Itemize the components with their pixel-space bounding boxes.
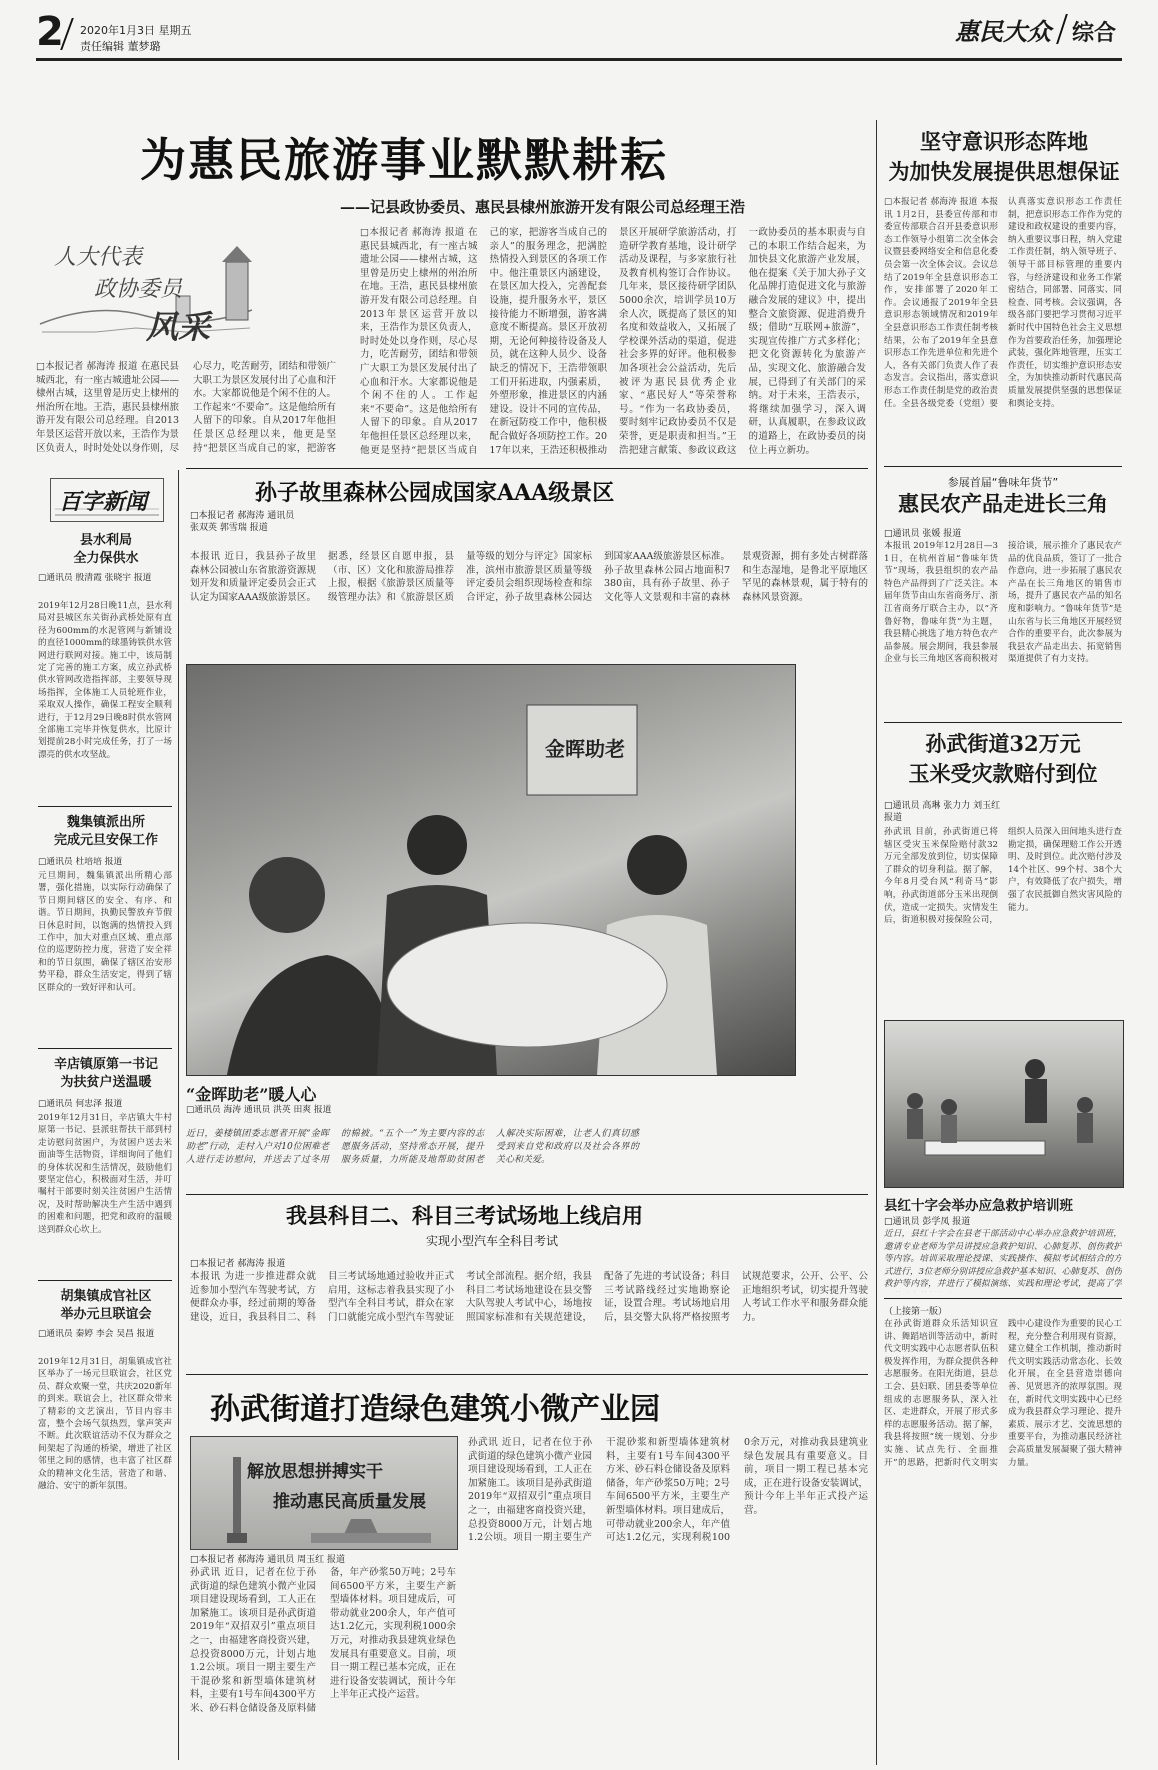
brief-body-3: 2019年12月31日，辛店镇大牛村原第一书记、县派驻帮扶干部到村走访慰问贫困户，为贫困户送去米面油等生活物资，详细询问了他们的身体状况和生活情况，鼓励他们要坚定信心，积极面对生活，并叮嘱村干部要时刻关注贫困户生活情况，及时帮助解决生产生活中遇到的困难和问题，把党和政府的温暖送到群众心坎上。 [38, 1113, 172, 1235]
slogan-line1: 解放思想拼搏实干 [247, 1462, 383, 1482]
agri-title: 惠民农产品走进长三角 [898, 491, 1108, 516]
section-name: 综合 [1072, 20, 1117, 46]
brief-title-2b: 完成元旦安保工作 [53, 833, 158, 848]
lead-body-right: □本报记者 郝海涛 报道 在惠民县城西北，有一座古城遗址公园——棣州古城，这里曾是历史上棣州的州治所在地。王浩，惠民县棣州旅游开发有限公司总经理。自2013年景区运营开放以来，王浩作为景区负责人，时时处处以身作则，尽心尽力，吃苦耐劳，团结和带领广大职工为景区发展付出了心血和汗水。大家都说他是个闲不住的人。工作起来“不要命”。这是他给所有人留下的印象。自从2017年他担任景区总经理以来，他更是坚持“把景区当成自己的家，把游客当成自己的亲人”的服务理念，把满腔热情投入到景区的各项工作中。他注重景区内涵建设，在景区加大投入，完善配套设施，提升服务水平，景区接待能力不断增强，游客满意度不断提高。景区开放初期，无论何种接待设备及人员，就在这种人员少、设备缺乏的情况下，王浩带领职工们开拓进取，内强素质，外塑形象，推进景区的内涵建设。设计不同的宣传品，在新冠防疫工作中，他积极配合做好各项防控工作。2017年以来，王浩还积极推动景区开展研学旅游活动，打造研学教育基地，设计研学活动及课程，与多家旅行社及教育机构签订合作协议。几年来，景区接待研学团队5000余次，培训学员10万余人次，既提高了景区的知名度和效益收入，又拓展了学校课外活动的渠道，促进社会多界的好评。他积极参加各项社会公益活动，先后被评为惠民县优秀企业家、“惠民好人”等荣誉称号。“作为一名政协委员，要时刻牢记政协委员不仅是荣誉，更是职责和担当。”王浩把建言献策、参政议政这一政协委员的基本职责与自己的本职工作结合起来，为加快县文化旅游产业发展，他在提案《关于加大孙子文化品牌打造促进文化与旅游融合发展的建议》中，提出整合文旅资源、促进消费升级；借助“互联网+旅游”，实现宣传推广方式多样化；把文化资源转化为旅游产品，实现文化、旅游融合发展，已得到了有关部门的采纳。对于未来，王浩表示，将继续加强学习，深入调研，认真履职，在参政议政的道路上，在政协委员的岗位上再立新功。 [360, 227, 866, 456]
brief-body-1: 2019年12月28日晚11点，县水利局对县城区东关街孙武桥处原有直径为600mm的水泥管网与新铺设的直径1000mm的球墨铸铁供水管网进行联网对接。施工中，该局制定了完善的施工方案，成立孙武桥供水管网改造指挥部，主要领导现场指挥，全体施工人员轮班作业，采取双人操作，确保工程安全顺利进行，于12月29日晚8时供水管网全部施工完毕并恢复供水，比原计划提前28小时完成任务，打了一场漂亮的供水攻坚战。 [38, 601, 172, 760]
photo-caption-body: 近日，姜楼镇团委志愿者开展“金晖助老”行动，走村入户对10位困难老人进行走访慰问，并送去了过冬用的棉被。“五个一”为主要内容的志愿服务活动，坚持常态开展，提升服务质量，力所能及地帮助贫困老人解决实际困难，让老人们真切感受到来自党和政府以及社会各界的关心和关爱。 [186, 1129, 639, 1165]
continued-label: （上接第一版） [884, 1307, 948, 1317]
agri-body: 本报讯 2019年12月28日—31日，在杭州首届“鲁味年货节”现场，我县组织的农产品特色产品得到了广泛关注。本届年货节由山东省商务厅、浙江省商务厅联合主办，以“齐鲁好物，鲁味年货”为主题，我县精心挑选了地方特色农产品参展。展会期间，我县参展企业与长三角地区客商积极对接洽谈，展示推介了惠民农产品的优良品质，签订了一批合作意向，进一步拓展了惠民农产品在长三角地区的销售市场，提升了惠民农产品的知名度和影响力。“鲁味年货节”是山东省与长三角地区开展经贸合作的重要平台，此次参展为我县农产品走出去、拓宽销售渠道提供了有力支持。 [884, 541, 1122, 665]
photo-banner-text: 金晖助老 [545, 737, 625, 761]
column-logo-line1: 人大代表 [54, 245, 143, 270]
green-byline: □本报记者 郝海涛 通讯员 周玉红 报道 [190, 1555, 345, 1565]
brief-title-3a: 辛店镇原第一书记 [53, 1057, 158, 1072]
center-rule-2 [186, 1194, 868, 1195]
lead-title: 为惠民旅游事业默默耕耘 [140, 133, 668, 187]
brief-byline-4: □通讯员 秦婷 李会 吴昌 报道 [38, 1329, 155, 1339]
ideology-title-line1: 坚守意识形态阵地 [920, 129, 1088, 154]
responsible-editor: 责任编辑 董梦璐 [80, 40, 161, 53]
brief-title-2a: 魏集镇派出所 [66, 815, 145, 830]
brief-title-3b: 为扶贫户送温暖 [60, 1075, 152, 1090]
brief-body-4: 2019年12月31日，胡集镇成官社区举办了一场元旦联谊会，社区党员、群众欢聚一堂，共庆2020新年的到来。联谊会上，社区群众带来了精彩的文艺演出，节目内容丰富，整个会场气氛热烈，掌声笑声不断。此次联谊活动不仅为群众之间架起了沟通的桥梁，增进了社区邻里之间的感情，也丰富了社区群众的精神文化生活，营造了和谐、融洽、安宁的新年氛围。 [38, 1357, 172, 1492]
ideology-title-line2: 为加快发展提供思想保证 [888, 159, 1120, 184]
photo-caption-title: “金晖助老”暖人心 [186, 1085, 317, 1104]
green-body-left: 孙武讯 近日，记者在位于孙武街道的绿色建筑小微产业园项目建设现场看到，工人正在加紧施工。该项目是孙武街道2019年“双招双引”重点项目之一，由福建客商投资兴建，总投资8000万元，计划占地1.2公顷。项目一期主要生产干混砂浆和新型墙体建筑材料，主要有1号车间4300平方米、砂石料仓储设备及原料储备，年产砂浆50万吨；2号车间6500平方米，主要生产新型墙体材料。项目建成后，可带动就业200余人，年产值可达1.2亿元，实现利税1000余万元，对推动我县建筑业绿色发展具有重要意义。目前，项目一期工程已基本完成，正在进行设备安装调试，预计今年上半年正式投产运营。 [190, 1567, 456, 1714]
brief-byline-3: □通讯员 何忠泽 报道 [38, 1099, 123, 1109]
corn-byline: □通讯员 高琳 张力力 刘玉红 报道 [884, 801, 1001, 823]
column-divider-right [876, 120, 877, 1765]
scenic-body: 本报讯 近日，我县孙子故里森林公园被山东省旅游资源规划开发和质量评定委员会正式认定为国家AAA级旅游景区。据悉，经景区自愿申报，县（市、区）文化和旅游局推荐上报，根据《旅游景区质量等级管理办法》和《旅游景区质量等级的划分与评定》国家标准，滨州市旅游景区质量等级评定委员会组织现场检查和综合评定，孙子故里森林公园达到国家AAA级旅游景区标准。孙子故里森林公园占地面积7380亩，具有孙子故里、孙子文化等人文景观和丰富的森林景观资源，拥有多处古树群落和生态湿地，是鲁北平原地区罕见的森林景观，属于特有的森林风景资源。 [190, 551, 868, 603]
page-number: 2 [36, 9, 64, 55]
brief-title-1a: 县水利局 [79, 533, 132, 548]
lead-subtitle: ——记县政协委员、惠民县棣州旅游开发有限公司总经理王浩 [340, 198, 746, 216]
section-slash [1056, 14, 1068, 44]
scenic-byline: □本报记者 郝海涛 通讯员 张双英 郭雪瑞 报道 [190, 511, 295, 533]
center-rule-1 [186, 468, 868, 469]
right-rule-2 [884, 722, 1122, 723]
brief-title-4b: 举办元旦联谊会 [60, 1307, 152, 1322]
continued-body: 在孙武街道群众乐活知识宣讲、舞蹈培训等活动中，新时代文明实践中心志愿者队伍积极发挥作用，为群众提供各种志愿服务。在阳光街道，县总工会、县妇联、团县委等单位组成的志愿服务队，深入社区、走进群众，开展了形式多样的志愿服务活动。据了解，我县将按照“统一规划、分步实施、试点先行、全面推开”的思路，把新时代文明实践中心建设作为重要的民心工程，充分整合利用现有资源，建立健全工作机制，推动新时代文明实践活动常态化、长效化开展，在全县营造崇德向善、见贤思齐的浓厚氛围。现在，新时代文明实践中心已经成为我县群众学习理论、提升素质、展示才艺、交流思想的重要平台，为推动惠民经济社会高质量发展凝聚了强大精神力量。 [884, 1319, 1122, 1468]
column-logo-line3: 风采 [146, 308, 211, 346]
issue-date: 2020年1月3日 星期五 [80, 24, 192, 37]
lead-body-left: □本报记者 郝海涛 报道 在惠民县城西北，有一座古城遗址公园——棣州古城，这里曾是历史上棣州的州治所在地。王浩，惠民县棣州旅游开发有限公司总经理。自2013年景区运营开放以来，王浩作为景区负责人，时时处处以身作则，尽心尽力，吃苦耐劳，团结和带领广大职工为景区发展付出了心血和汗水。大家都说他是个闲不住的人。工作起来“不要命”。这是他给所有人留下的印象。自从2017年他担任景区总经理以来，他更是坚持“把景区当成自己的家，把游客 [36, 361, 336, 454]
brief-news-logo [50, 478, 164, 522]
green-title: 孙武街道打造绿色建筑小微产业园 [210, 1392, 660, 1427]
campaign-banner [190, 1436, 458, 1550]
page-header [0, 0, 1158, 60]
brief-byline-1: □通讯员 殷清霞 张晓宇 报道 [38, 573, 152, 583]
slogan-line2: 推动惠民高质量发展 [273, 1492, 426, 1512]
ideology-body: □本报记者 郝海涛 报道 本报讯 1月2日，县委宣传部和市委宣传部联合召开县委意识形态工作领导小组第二次全体会议暨县委网络安全和信息化委员会第一次全体会议。会议总结了2019年全县意识形态工作，安排部署了2020年工作。会议通报了2019年全县意识形态领域情况和2019年全县意识形态工作责任制考核结果，公布了2019年全县意识形态工作先进单位和先进个人，各有关部门负责人作了表态发言。会议指出，落实意识形态工作责任制是党的政治责任。全县各级党委（党组）要认真落实意识形态工作责任制，把意识形态工作作为党的建设和政权建设的重要内容，纳入重要议事日程，纳入党建工作责任制，纳入领导班子、领导干部目标管理的重要内容，与经济建设和业务工作紧密结合，同部署、同落实、同检查、同考核。会议强调，各级各部门要把学习贯彻习近平新时代中国特色社会主义思想作为首要政治任务，加强理论武装，强化阵地管理，压实工作责任，切实维护意识形态安全，为加快推动新时代惠民高质量发展提供坚强的思想保证和舆论支持。 [884, 197, 1122, 409]
agri-kicker: 参展首届“鲁味年货节” [947, 476, 1059, 489]
brief-title-4a: 胡集镇成官社区 [60, 1289, 152, 1304]
brief-body-2: 元旦期间，魏集镇派出所精心部署，强化措施，以实际行动确保了节日期间辖区的安全、有序、和谐。节日期间，执勤民警放弃节假日休息时间，以饱满的热情投入到工作中，加大对重点区域、重点部位的巡逻防控力度，营造了安全祥和的节日氛围，确保了辖区治安形势平稳，群众生活安定，得到了辖区群众的一致好评和认可。 [38, 871, 172, 993]
column-logo [36, 232, 256, 350]
exam-title: 我县科目二、科目三考试场地上线启用 [286, 1203, 643, 1228]
paper-name: 惠民大众 [955, 17, 1051, 46]
green-body-right: 孙武讯 近日，记者在位于孙武街道的绿色建筑小微产业园项目建设现场看到，工人正在加紧施工。该项目是孙武街道2019年“双招双引”重点项目之一，由福建客商投资兴建，总投资8000万元，计划占地1.2公顷。项目一期主要生产干混砂浆和新型墙体建筑材料，主要有1号车间4300平方米、砂石料仓储设备及原料储备，年产砂浆50万吨；2号车间6500平方米，主要生产新型墙体材料。项目建成后，可带动就业200余人，年产值可达1.2亿元，实现利税1000余万元，对推动我县建筑业绿色发展具有重要意义。目前，项目一期工程已基本完成，正在进行设备安装调试，预计今年上半年正式投产运营。 [468, 1437, 868, 1544]
corn-title-line2: 玉米受灾款赔付到位 [908, 761, 1098, 786]
scenic-title: 孙子故里森林公园成国家AAA级景区 [255, 480, 615, 506]
exam-byline: □本报记者 郝海涛 报道 [190, 1259, 286, 1269]
header-rule [36, 58, 1122, 61]
brief-news-title: 百字新闻 [59, 489, 148, 515]
brief-byline-2: □通讯员 杜培培 报道 [38, 857, 123, 867]
brief-title-1b: 全力保供水 [73, 551, 139, 566]
photo-caption-byline: □通讯员 海涛 通讯员 洪英 田爽 报道 [186, 1105, 332, 1115]
brief-rule-2 [38, 1048, 172, 1049]
photo-scene-icon [187, 665, 795, 1075]
redcross-byline: □通讯员 彭学凤 报道 [884, 1217, 971, 1227]
redcross-body: 近日，县红十字会在县老干部活动中心举办应急救护培训班，邀请专业老师为学员讲授应急救护知识、心肺复苏、创伤救护等内容。培训采取理论授课、实践操作、模拟考试相结合的方式进行，3位老师分别讲授应急救护基本知识、心肺复苏、创伤救护等内容，并进行了模拟演练、实践和理论考试，提高了学 [884, 1229, 1122, 1290]
redcross-title: 县红十字会举办应急救护培训班 [884, 1198, 1073, 1214]
agri-byline: □通讯员 张媛 报道 [884, 529, 962, 539]
exam-subtitle: 实现小型汽车全科目考试 [426, 1234, 559, 1248]
exam-body: 本报讯 为进一步推进群众就近参加小型汽车驾驶考试，方便群众办事，经过前期的筹备建设，近日，我县科目二、科目三考试场地通过验收并正式启用，这标志着我县实现了小型汽车全科目考试，群众在家门口就能完成小型汽车驾驶证考试全部流程。据介绍，我县科目二考试场地建设在县交警大队驾驶人考试中心，场地按照国家标准和有关规范建设，配备了先进的考试设备；科目三考试路线经过实地勘察论证，设置合理。考试场地启用后，县交警大队将严格按照考试规范要求，公开、公平、公正地组织考试，切实提升驾驶人考试工作水平和服务群众能力。 [190, 1271, 868, 1323]
brief-news-sidebar [36, 470, 179, 1760]
brief-rule-3 [38, 1280, 172, 1281]
training-scene-icon [885, 1021, 1123, 1187]
corn-title-line1: 孙武街道32万元 [925, 731, 1081, 756]
column-logo-line2: 政协委员 [94, 277, 183, 302]
brief-rule-1 [38, 806, 172, 807]
center-rule-3 [186, 1374, 868, 1375]
corn-body: 孙武讯 目前，孙武街道已将辖区受灾玉米保险赔付款32万元全部发放到位，切实保障了群众的切身利益。据了解，今年8月受台风“利奇马”影响，孙武街道部分玉米出现倒伏，造成一定损失。灾情发生后，街道积极对接保险公司，组织人员深入田间地头进行查勘定损，确保理赔工作公开透明、及时到位。此次赔付涉及14个社区、99个村、38个大户，有效降低了农户损失，增强了农民抵御自然灾害风险的能力。 [884, 827, 1122, 926]
right-rule-3 [884, 1298, 1122, 1299]
senior-care-photo [186, 664, 796, 1076]
right-rule-1 [884, 466, 1122, 467]
redcross-training-photo [884, 1020, 1124, 1188]
